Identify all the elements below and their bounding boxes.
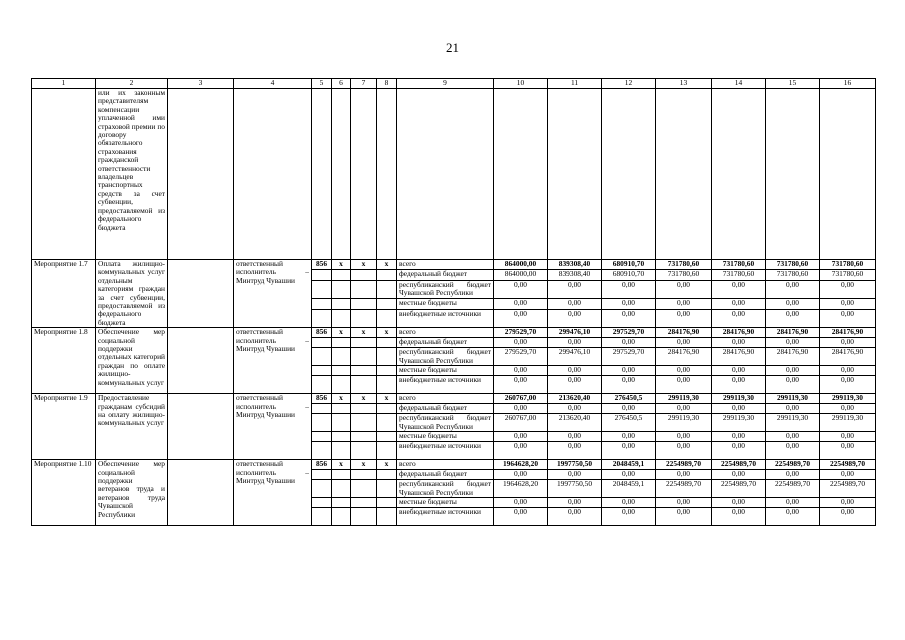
amount-cell: 0,00 <box>766 470 820 480</box>
amount-cell: 0,00 <box>656 508 712 526</box>
empty-cell <box>312 366 332 376</box>
amount-cell: 0,00 <box>494 309 548 328</box>
amount-cell: 0,00 <box>548 498 602 508</box>
funding-source: республиканский бюджет Чувашской Республики <box>397 280 494 299</box>
empty-cell <box>377 404 397 414</box>
continuation-row <box>32 89 876 260</box>
empty-cell <box>377 508 397 526</box>
amount-cell: 0,00 <box>602 498 656 508</box>
amount-cell: 731780,60 <box>820 270 876 280</box>
column-number-cell: 15 <box>766 79 820 89</box>
empty-cell <box>332 299 351 309</box>
amount-cell: 0,00 <box>766 376 820 394</box>
amount-cell: 0,00 <box>656 470 712 480</box>
amount-cell: 0,00 <box>766 498 820 508</box>
empty-cell <box>312 270 332 280</box>
empty-cell <box>351 480 377 498</box>
empty-cell <box>351 338 377 348</box>
amount-cell: 0,00 <box>602 299 656 309</box>
empty-cell <box>332 470 351 480</box>
funding-source: федеральный бюджет <box>397 470 494 480</box>
amount-cell: 284176,90 <box>820 328 876 338</box>
empty-cell <box>548 89 602 260</box>
empty-cell <box>377 348 397 366</box>
column-number-cell: 6 <box>332 79 351 89</box>
amount-cell: 299119,30 <box>656 394 712 404</box>
amount-cell: 731780,60 <box>656 270 712 280</box>
amount-cell: 0,00 <box>820 470 876 480</box>
empty-cell <box>351 270 377 280</box>
empty-cell <box>332 89 351 260</box>
amount-cell: 731780,60 <box>656 260 712 270</box>
empty-cell <box>377 414 397 432</box>
funding-source: местные бюджеты <box>397 498 494 508</box>
empty-cell <box>312 348 332 366</box>
amount-cell: 284176,90 <box>712 348 766 366</box>
budget-code: 856 <box>312 460 332 470</box>
empty-cell <box>312 414 332 432</box>
empty-cell <box>656 89 712 260</box>
empty-cell <box>351 366 377 376</box>
empty-cell <box>312 404 332 414</box>
funding-source: республиканский бюджет Чувашской Республики <box>397 480 494 498</box>
empty-cell <box>351 299 377 309</box>
amount-cell: 213620,40 <box>548 394 602 404</box>
amount-cell: 1964628,20 <box>494 480 548 498</box>
amount-cell: 0,00 <box>820 376 876 394</box>
code-cell: x <box>351 394 377 404</box>
amount-cell: 284176,90 <box>766 328 820 338</box>
amount-cell: 0,00 <box>766 404 820 414</box>
empty-cell <box>377 432 397 442</box>
amount-cell: 2254989,70 <box>712 480 766 498</box>
empty-cell <box>377 338 397 348</box>
amount-cell: 0,00 <box>712 338 766 348</box>
empty-cell <box>312 376 332 394</box>
empty-cell <box>351 414 377 432</box>
column-number-cell: 9 <box>397 79 494 89</box>
empty-cell <box>168 260 234 328</box>
empty-cell <box>332 498 351 508</box>
empty-cell <box>312 432 332 442</box>
code-cell: x <box>332 394 351 404</box>
empty-cell <box>168 460 234 526</box>
empty-cell <box>332 366 351 376</box>
empty-cell <box>351 508 377 526</box>
empty-cell <box>377 376 397 394</box>
amount-cell: 0,00 <box>494 432 548 442</box>
measure-name: Мероприятие 1.10 <box>32 460 96 526</box>
amount-cell: 0,00 <box>494 299 548 309</box>
funding-source: федеральный бюджет <box>397 404 494 414</box>
amount-cell: 260767,00 <box>494 414 548 432</box>
empty-cell <box>32 89 96 260</box>
empty-cell <box>332 414 351 432</box>
column-number-cell: 2 <box>96 79 168 89</box>
empty-cell <box>494 89 548 260</box>
amount-cell: 0,00 <box>602 432 656 442</box>
amount-cell: 284176,90 <box>820 348 876 366</box>
amount-cell: 0,00 <box>656 498 712 508</box>
empty-cell <box>332 376 351 394</box>
measure-description: Предоставление гражданам субсидий на оплату жилищно-коммунальных услуг <box>96 394 168 460</box>
empty-cell <box>377 470 397 480</box>
empty-cell <box>312 470 332 480</box>
funding-source: всего <box>397 328 494 338</box>
amount-cell: 0,00 <box>656 309 712 328</box>
budget-code: 856 <box>312 394 332 404</box>
amount-cell: 2254989,70 <box>656 460 712 470</box>
amount-cell: 0,00 <box>820 508 876 526</box>
code-cell: x <box>351 460 377 470</box>
amount-cell: 299119,30 <box>766 414 820 432</box>
amount-cell: 0,00 <box>712 376 766 394</box>
measure-executor: ответственный исполнитель – Минтруд Чувашии <box>234 328 312 394</box>
table-row <box>32 328 876 338</box>
amount-cell: 284176,90 <box>766 348 820 366</box>
empty-cell <box>332 480 351 498</box>
amount-cell: 731780,60 <box>766 260 820 270</box>
column-number-row <box>32 79 876 89</box>
funding-source: местные бюджеты <box>397 299 494 309</box>
amount-cell: 0,00 <box>548 404 602 414</box>
amount-cell: 299119,30 <box>820 394 876 404</box>
amount-cell: 2254989,70 <box>766 460 820 470</box>
table-row <box>32 260 876 270</box>
amount-cell: 284176,90 <box>712 328 766 338</box>
amount-cell: 0,00 <box>766 299 820 309</box>
empty-cell <box>351 432 377 442</box>
empty-cell <box>377 498 397 508</box>
measure-name: Мероприятие 1.7 <box>32 260 96 328</box>
amount-cell: 0,00 <box>820 498 876 508</box>
amount-cell: 0,00 <box>712 442 766 460</box>
column-number-cell: 14 <box>712 79 766 89</box>
amount-cell: 2048459,1 <box>602 480 656 498</box>
amount-cell: 276450,5 <box>602 394 656 404</box>
amount-cell: 0,00 <box>602 442 656 460</box>
measure-description: Обеспечение мер социальной поддержки отдельных категорий граждан по оплате жилищно-коммунальных услуг <box>96 328 168 394</box>
code-cell: x <box>332 460 351 470</box>
amount-cell: 0,00 <box>602 376 656 394</box>
amount-cell: 299119,30 <box>712 414 766 432</box>
amount-cell: 0,00 <box>548 508 602 526</box>
amount-cell: 731780,60 <box>712 260 766 270</box>
code-cell: x <box>351 328 377 338</box>
empty-cell <box>312 442 332 460</box>
empty-cell <box>332 348 351 366</box>
code-cell: x <box>377 260 397 270</box>
amount-cell: 297529,70 <box>602 348 656 366</box>
funding-source: внебюджетные источники <box>397 442 494 460</box>
amount-cell: 0,00 <box>656 376 712 394</box>
empty-cell <box>377 299 397 309</box>
amount-cell: 0,00 <box>602 280 656 299</box>
amount-cell: 0,00 <box>766 309 820 328</box>
measure-description: Оплата жилищно-коммунальных услуг отдельным категориям граждан за счет субвенции, предоставляемой из федерального бюджета <box>96 260 168 328</box>
amount-cell: 2254989,70 <box>820 480 876 498</box>
column-number-cell: 16 <box>820 79 876 89</box>
column-number-cell: 12 <box>602 79 656 89</box>
empty-cell <box>312 299 332 309</box>
budget-code: 856 <box>312 260 332 270</box>
amount-cell: 2254989,70 <box>820 460 876 470</box>
amount-cell: 299476,10 <box>548 328 602 338</box>
amount-cell: 0,00 <box>494 366 548 376</box>
measure-executor: ответственный исполнитель – Минтруд Чувашии <box>234 460 312 526</box>
empty-cell <box>377 366 397 376</box>
empty-cell <box>332 309 351 328</box>
funding-source: республиканский бюджет Чувашской Республики <box>397 414 494 432</box>
amount-cell: 0,00 <box>820 309 876 328</box>
empty-cell <box>377 442 397 460</box>
amount-cell: 279529,70 <box>494 328 548 338</box>
empty-cell <box>351 404 377 414</box>
measure-name: Мероприятие 1.8 <box>32 328 96 394</box>
code-cell: x <box>377 394 397 404</box>
funding-source: внебюджетные источники <box>397 309 494 328</box>
amount-cell: 0,00 <box>712 404 766 414</box>
amount-cell: 0,00 <box>548 432 602 442</box>
funding-source: всего <box>397 460 494 470</box>
column-number-cell: 8 <box>377 79 397 89</box>
table-row <box>32 460 876 470</box>
column-number-cell: 4 <box>234 79 312 89</box>
amount-cell: 0,00 <box>656 432 712 442</box>
amount-cell: 279529,70 <box>494 348 548 366</box>
amount-cell: 680910,70 <box>602 270 656 280</box>
measure-description: Обеспечение мер социальной поддержки ветеранов труда и ветеранов труда Чувашской Республики <box>96 460 168 526</box>
amount-cell: 213620,40 <box>548 414 602 432</box>
amount-cell: 731780,60 <box>820 260 876 270</box>
empty-cell <box>602 89 656 260</box>
funding-source: местные бюджеты <box>397 432 494 442</box>
empty-cell <box>351 348 377 366</box>
column-number-cell: 11 <box>548 79 602 89</box>
amount-cell: 0,00 <box>712 432 766 442</box>
column-number-cell: 10 <box>494 79 548 89</box>
empty-cell <box>351 309 377 328</box>
measure-name: Мероприятие 1.9 <box>32 394 96 460</box>
empty-cell <box>168 89 234 260</box>
empty-cell <box>312 498 332 508</box>
amount-cell: 2254989,70 <box>712 460 766 470</box>
amount-cell: 0,00 <box>766 442 820 460</box>
empty-cell <box>332 280 351 299</box>
empty-cell <box>377 309 397 328</box>
amount-cell: 0,00 <box>712 508 766 526</box>
amount-cell: 297529,70 <box>602 328 656 338</box>
amount-cell: 0,00 <box>548 470 602 480</box>
empty-cell <box>332 508 351 526</box>
empty-cell <box>312 338 332 348</box>
code-cell: x <box>351 260 377 270</box>
budget-table <box>31 78 876 526</box>
amount-cell: 0,00 <box>766 280 820 299</box>
amount-cell: 0,00 <box>494 280 548 299</box>
amount-cell: 299476,10 <box>548 348 602 366</box>
empty-cell <box>766 89 820 260</box>
amount-cell: 0,00 <box>656 299 712 309</box>
measure-executor: ответственный исполнитель – Минтруд Чувашии <box>234 260 312 328</box>
amount-cell: 0,00 <box>494 508 548 526</box>
empty-cell <box>312 309 332 328</box>
amount-cell: 864000,00 <box>494 260 548 270</box>
amount-cell: 276450,5 <box>602 414 656 432</box>
code-cell: x <box>332 260 351 270</box>
amount-cell: 731780,60 <box>766 270 820 280</box>
amount-cell: 0,00 <box>494 498 548 508</box>
amount-cell: 0,00 <box>494 404 548 414</box>
code-cell: x <box>377 328 397 338</box>
amount-cell: 0,00 <box>602 338 656 348</box>
table-row <box>32 394 876 404</box>
amount-cell: 1997750,50 <box>548 460 602 470</box>
amount-cell: 0,00 <box>494 442 548 460</box>
amount-cell: 1964628,20 <box>494 460 548 470</box>
funding-source: федеральный бюджет <box>397 338 494 348</box>
amount-cell: 0,00 <box>712 309 766 328</box>
funding-source: всего <box>397 394 494 404</box>
empty-cell <box>351 376 377 394</box>
amount-cell: 299119,30 <box>766 394 820 404</box>
amount-cell: 0,00 <box>656 442 712 460</box>
amount-cell: 1997750,50 <box>548 480 602 498</box>
column-number-cell: 1 <box>32 79 96 89</box>
empty-cell <box>332 270 351 280</box>
empty-cell <box>351 280 377 299</box>
amount-cell: 839308,40 <box>548 270 602 280</box>
empty-cell <box>332 404 351 414</box>
empty-cell <box>332 338 351 348</box>
amount-cell: 0,00 <box>494 470 548 480</box>
code-cell: x <box>332 328 351 338</box>
empty-cell <box>168 394 234 460</box>
empty-cell <box>351 470 377 480</box>
empty-cell <box>332 432 351 442</box>
amount-cell: 731780,60 <box>712 270 766 280</box>
amount-cell: 0,00 <box>820 432 876 442</box>
amount-cell: 0,00 <box>712 280 766 299</box>
funding-source: внебюджетные источники <box>397 376 494 394</box>
amount-cell: 0,00 <box>712 366 766 376</box>
empty-cell <box>312 480 332 498</box>
amount-cell: 0,00 <box>548 280 602 299</box>
amount-cell: 0,00 <box>656 366 712 376</box>
amount-cell: 2254989,70 <box>766 480 820 498</box>
amount-cell: 864000,00 <box>494 270 548 280</box>
funding-source: внебюджетные источники <box>397 508 494 526</box>
funding-source: республиканский бюджет Чувашской Республики <box>397 348 494 366</box>
amount-cell: 0,00 <box>820 280 876 299</box>
amount-cell: 0,00 <box>820 404 876 414</box>
amount-cell: 0,00 <box>602 309 656 328</box>
empty-cell <box>312 280 332 299</box>
amount-cell: 299119,30 <box>712 394 766 404</box>
amount-cell: 284176,90 <box>656 348 712 366</box>
amount-cell: 0,00 <box>548 299 602 309</box>
empty-cell <box>312 508 332 526</box>
empty-cell <box>351 89 377 260</box>
amount-cell: 0,00 <box>656 280 712 299</box>
amount-cell: 0,00 <box>602 404 656 414</box>
amount-cell: 0,00 <box>548 309 602 328</box>
funding-source: всего <box>397 260 494 270</box>
amount-cell: 0,00 <box>820 299 876 309</box>
empty-cell <box>712 89 766 260</box>
empty-cell <box>377 280 397 299</box>
empty-cell <box>234 89 312 260</box>
amount-cell: 2048459,1 <box>602 460 656 470</box>
amount-cell: 0,00 <box>656 404 712 414</box>
empty-cell <box>168 328 234 394</box>
amount-cell: 0,00 <box>766 508 820 526</box>
amount-cell: 0,00 <box>602 508 656 526</box>
code-cell: x <box>377 460 397 470</box>
empty-cell <box>820 89 876 260</box>
amount-cell: 0,00 <box>494 376 548 394</box>
column-number-cell: 3 <box>168 79 234 89</box>
amount-cell: 0,00 <box>548 442 602 460</box>
amount-cell: 0,00 <box>602 470 656 480</box>
budget-code: 856 <box>312 328 332 338</box>
empty-cell <box>377 89 397 260</box>
funding-source: федеральный бюджет <box>397 270 494 280</box>
amount-cell: 0,00 <box>766 366 820 376</box>
amount-cell: 0,00 <box>820 366 876 376</box>
amount-cell: 0,00 <box>602 366 656 376</box>
page-number: 21 <box>446 40 459 55</box>
empty-cell <box>377 480 397 498</box>
amount-cell: 0,00 <box>548 338 602 348</box>
amount-cell: 0,00 <box>820 338 876 348</box>
empty-cell <box>351 442 377 460</box>
measure-executor: ответственный исполнитель – Минтруд Чувашии <box>234 394 312 460</box>
empty-cell <box>351 498 377 508</box>
amount-cell: 2254989,70 <box>656 480 712 498</box>
amount-cell: 0,00 <box>656 338 712 348</box>
continuation-text: или их законным представителям компенсации уплаченной ими страховой премии по договору обязательного страхования гражданской ответственности владельцев транспортных средств за счет субвенции, предоставляемой из федерального бюджета <box>96 89 168 260</box>
amount-cell: 680910,70 <box>602 260 656 270</box>
amount-cell: 0,00 <box>712 470 766 480</box>
amount-cell: 0,00 <box>820 442 876 460</box>
amount-cell: 0,00 <box>766 338 820 348</box>
column-number-cell: 13 <box>656 79 712 89</box>
amount-cell: 299119,30 <box>656 414 712 432</box>
amount-cell: 0,00 <box>712 299 766 309</box>
funding-source: местные бюджеты <box>397 366 494 376</box>
amount-cell: 260767,00 <box>494 394 548 404</box>
column-number-cell: 7 <box>351 79 377 89</box>
amount-cell: 299119,30 <box>820 414 876 432</box>
amount-cell: 0,00 <box>766 432 820 442</box>
amount-cell: 0,00 <box>548 376 602 394</box>
amount-cell: 0,00 <box>494 338 548 348</box>
empty-cell <box>332 442 351 460</box>
amount-cell: 284176,90 <box>656 328 712 338</box>
amount-cell: 839308,40 <box>548 260 602 270</box>
amount-cell: 0,00 <box>712 498 766 508</box>
empty-cell <box>377 270 397 280</box>
amount-cell: 0,00 <box>548 366 602 376</box>
column-number-cell: 5 <box>312 79 332 89</box>
empty-cell <box>312 89 332 260</box>
empty-cell <box>397 89 494 260</box>
